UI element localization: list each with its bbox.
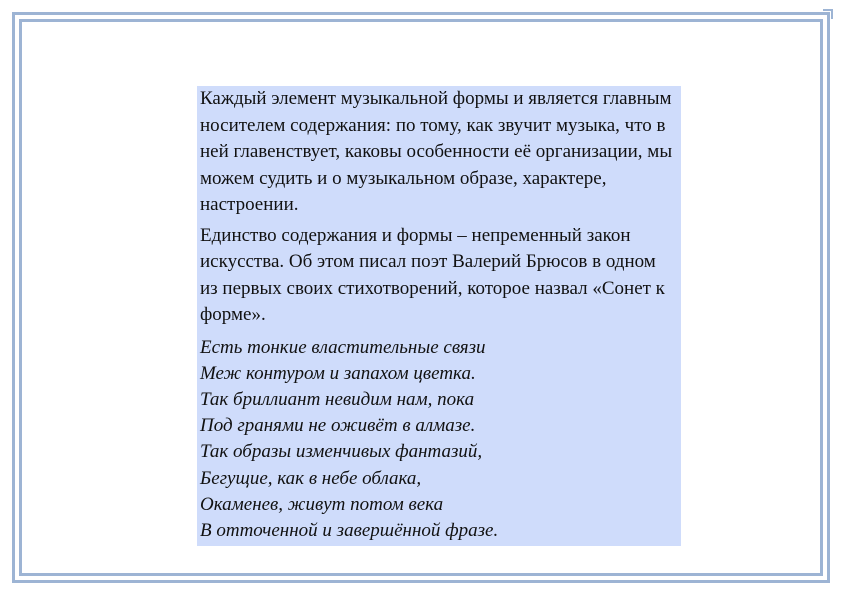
poem-line: Под гранями не оживёт в алмазе. <box>200 415 476 437</box>
frame-corner-ornament <box>823 9 833 19</box>
poem-line: Есть тонкие властительные связи <box>200 336 486 358</box>
poem-line: Бегущие, как в небе облака, <box>200 467 422 489</box>
poem-line: Так бриллиант невидим нам, пока <box>200 388 475 410</box>
paragraph-content-form-unity: Единство содержания и формы – непременный закон искусства. Об этом писал поэт Валерий Брюсов в одном из первых своих стихотворений, которое назвал «Сонет к форме». <box>200 224 665 325</box>
text-panel <box>197 86 681 546</box>
poem-line: В отточенной и завершённой фразе. <box>200 519 499 541</box>
poem-line: Меж контуром и запахом цветка. <box>200 362 476 384</box>
poem-sonnet <box>200 335 675 545</box>
poem-line: Так образы изменчивых фантазий, <box>200 441 483 463</box>
paragraph-music-form: Каждый элемент музыкальной формы и является главным носителем содержания: по тому, как звучит музыка, что в ней главенствует, каковы особенности её организации, мы можем судить и о музыкальном образе, характере, настроении. <box>200 88 673 215</box>
poem-line: Окаменев, живут потом века <box>200 493 444 515</box>
